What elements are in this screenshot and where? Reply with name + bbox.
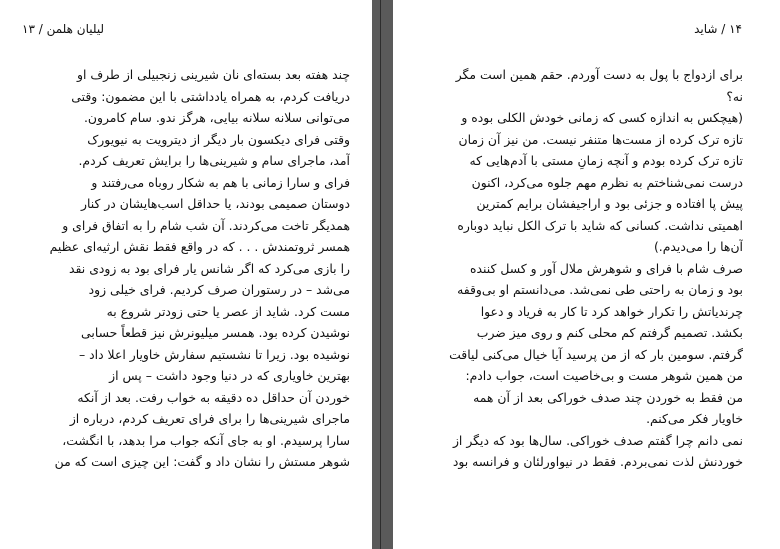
text-line: شوهر مستش را نشان داد و گفت: این چیزی است که من (54, 454, 350, 469)
text-line: بود و زمان به راحتی طی نمی‌شد. می‌دانستم او بی‌وقفه (457, 282, 743, 297)
book-gutter (372, 0, 393, 549)
right-page-text (423, 64, 743, 473)
text-line: را بازی می‌کرد که اگر شانس یار فرای بود به زودی نقد (69, 260, 350, 276)
text-line: گرفتم. سومین بار که از من پرسید آیا خیال می‌کنی لیاقت (449, 346, 743, 362)
text-line: تازه ترک کرده بودم و آنچه زمانِ مستی با آدم‌هایی که (469, 153, 743, 168)
text-line: آن‌ها را می‌دیدم.) (653, 239, 743, 254)
text-line: نوشیده بود. زیرا تا نشستیم سفارش خاویار اعلا داد – (79, 346, 350, 362)
text-line: همدیگر تاخت می‌کردند. آن شب شام را به اتفاق فرای و (62, 217, 350, 233)
left-page-header: لیلیان هلمن / ۱۳ (22, 22, 105, 36)
text-line: بهترین خاویاری که در دنیا وجود داشت – پس از (109, 368, 350, 383)
text-line: مست کرد. شاید از عصر یا حتی زودتر شروع به (106, 303, 350, 319)
right-page-header: ۱۴ / شاید (694, 22, 742, 36)
text-line: نمی دانم چرا گفتم صدف خوراکی. سال‌ها بود که دیگر از (452, 432, 743, 448)
text-line: فرای و سارا زمانی با هم به شکار روباه می‌رفتند و (91, 174, 350, 190)
text-line: من همین شوهر مست و بی‌خاصیت است، جواب دادم: (465, 368, 743, 383)
text-line: (هیچکس به اندازه کسی که زمانی خودش الکلی بوده و (461, 110, 743, 125)
text-line: نوشیدن کرده بود. همسر میلیونرش نیز قطعاً حسابی (81, 325, 350, 340)
text-line: بکشد. تصمیم گرفتم کم محلی کنم و روی میز ضرب (476, 325, 743, 340)
text-line: سارا پرسیدم. او به جای آنکه جواب مرا بدهد، با انگشت، (62, 432, 350, 448)
text-line: وقتی فرای دیکسون بار دیگر از دیترویت به نیویورک (87, 131, 350, 147)
text-line: من فقط به خوردن چند صدف خوراکی بعد از آن همه (473, 389, 743, 405)
text-line: دوستان صمیمی بودند، یا حداقل اسب‌هایشان در کنار (80, 196, 350, 211)
text-line: تازه ترک کرده از مست‌ها متنفر نیست. من نیز آن زمان (458, 131, 743, 147)
text-line: اهمیتی نداشت. کسانی که شاید با ترک الکل نباید دوباره (457, 217, 743, 233)
text-line: دریافت کردم، به همراه یادداشتی با این مضمون: وقتی (71, 88, 350, 104)
text-line: صرف شام با فرای و شوهرش ملال آور و کسل کننده (470, 260, 743, 276)
left-page-text (22, 64, 350, 473)
text-line: خوردن آن حداقل ده دقیقه به خواب رفت. بعد از آنکه (77, 389, 350, 405)
text-line: پیش پا افتاده و جزئی بود و اراجیفشان برایم کمترین (476, 196, 743, 211)
text-line: خوردنش لذت نمی‌بردم. فقط در نیواورلئان و فرانسه بود (452, 454, 743, 469)
text-line: آمد، ماجرای سام و شیرینی‌ها را برایش تعریف کردم. (78, 153, 350, 168)
text-line: درست نمی‌شناختم به نظرم مهم جلوه می‌کرد، اکنون (471, 174, 743, 190)
right-page (393, 0, 780, 549)
text-line: چرندیاتش را تکرار خواهد کرد تا کار به فریاد و دعوا (480, 303, 743, 319)
text-line: ماجرای شیرینی‌ها را برای فرای تعریف کردم، درباره از (69, 411, 350, 426)
text-line: نه؟ (726, 88, 743, 104)
text-line: همسر ثروتمندش . . . که در واقع فقط نقش ارثیه‌ای عظیم (49, 239, 350, 254)
text-line: برای ازدواج با پول به دست آوردم. حقم همین است مگر (455, 67, 743, 82)
text-line: خاویار فکر می‌کنم. (646, 411, 743, 426)
text-line: می‌شد – در رستوران صرف کردیم. فرای خیلی زود (88, 282, 350, 297)
text-line: چند هفته بعد بسته‌ای نان شیرینی زنجبیلی از طرف او (76, 67, 350, 82)
left-page (0, 0, 372, 549)
gutter-line (380, 0, 381, 549)
text-line: می‌توانی سلانه سلانه بیایی، هرگز ندو. سام کامرون. (83, 110, 350, 125)
